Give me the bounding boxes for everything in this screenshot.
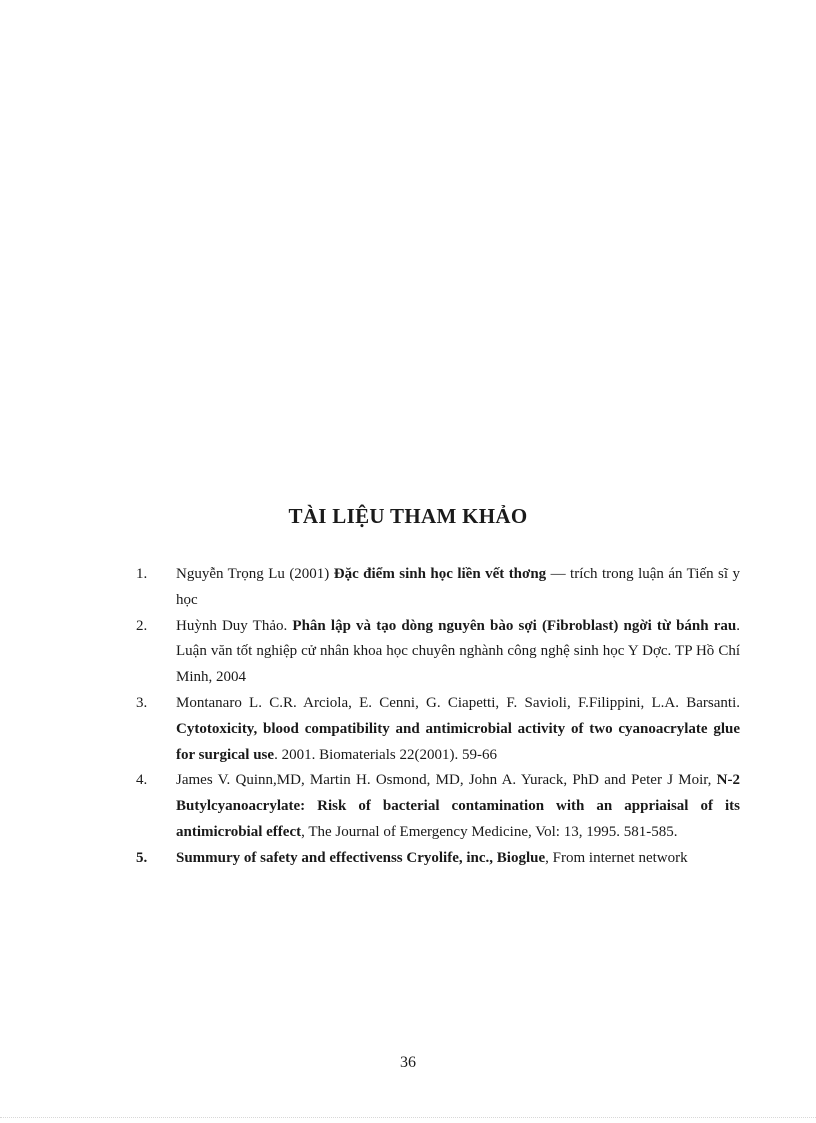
reference-number: 5. bbox=[136, 849, 148, 866]
reference-item bbox=[136, 768, 740, 845]
reference-item bbox=[136, 562, 740, 614]
reference-source: , From internet network bbox=[545, 849, 688, 866]
reference-source: , The Journal of Emergency Medicine, Vol: 13, 1995. 581-585. bbox=[301, 823, 678, 840]
reference-number: 2. bbox=[136, 617, 148, 634]
reference-list bbox=[136, 562, 740, 872]
reference-number: 4. bbox=[136, 772, 148, 789]
reference-source: . 2001. Biomaterials 22(2001). 59-66 bbox=[274, 746, 497, 763]
reference-author: James V. Quinn,MD, Martin H. Osmond, MD, John A. Yurack, PhD and Peter J Moir, bbox=[176, 772, 717, 789]
reference-author: Nguyễn Trọng Lu (2001) bbox=[176, 566, 334, 582]
reference-source: — trích trong luận án Tiến sĩ y học bbox=[176, 566, 740, 608]
page-title: TÀI LIỆU THAM KHẢO bbox=[288, 504, 528, 528]
reference-item bbox=[136, 614, 740, 691]
reference-number: 1. bbox=[136, 566, 148, 582]
reference-title: Phân lập và tạo dòng nguyên bào sợi (Fibroblast) ngời từ bánh rau bbox=[292, 617, 737, 634]
reference-item bbox=[136, 846, 740, 872]
reference-title: Summury of safety and effectivenss Cryolife, inc., Bioglue bbox=[176, 849, 546, 866]
reference-item bbox=[136, 691, 740, 768]
page-bottom-divider bbox=[0, 1117, 816, 1118]
reference-author: Montanaro L. C.R. Arciola, E. Cenni, G. Ciapetti, F. Savioli, F.Filippini, L.A. Barsanti. bbox=[176, 694, 740, 711]
reference-source: . Luận văn tốt nghiệp cử nhân khoa học chuyên nghành công nghệ sinh học Y Dợc. TP Hồ Chí Minh, 2004 bbox=[176, 617, 740, 686]
page-number: 36 bbox=[400, 1054, 416, 1071]
reference-title: Cytotoxicity, blood compatibility and antimicrobial activity of two cyanoacrylate glue for surgical use bbox=[176, 720, 740, 763]
reference-title: N-2 Butylcyanoacrylate: Risk of bacterial contamination with an appriaisal of its antimicrobial effect bbox=[176, 772, 740, 840]
reference-author: Huỳnh Duy Thảo. bbox=[176, 617, 293, 634]
reference-title: Đặc điểm sinh học liền vết thơng bbox=[333, 566, 547, 582]
reference-number: 3. bbox=[136, 694, 148, 711]
